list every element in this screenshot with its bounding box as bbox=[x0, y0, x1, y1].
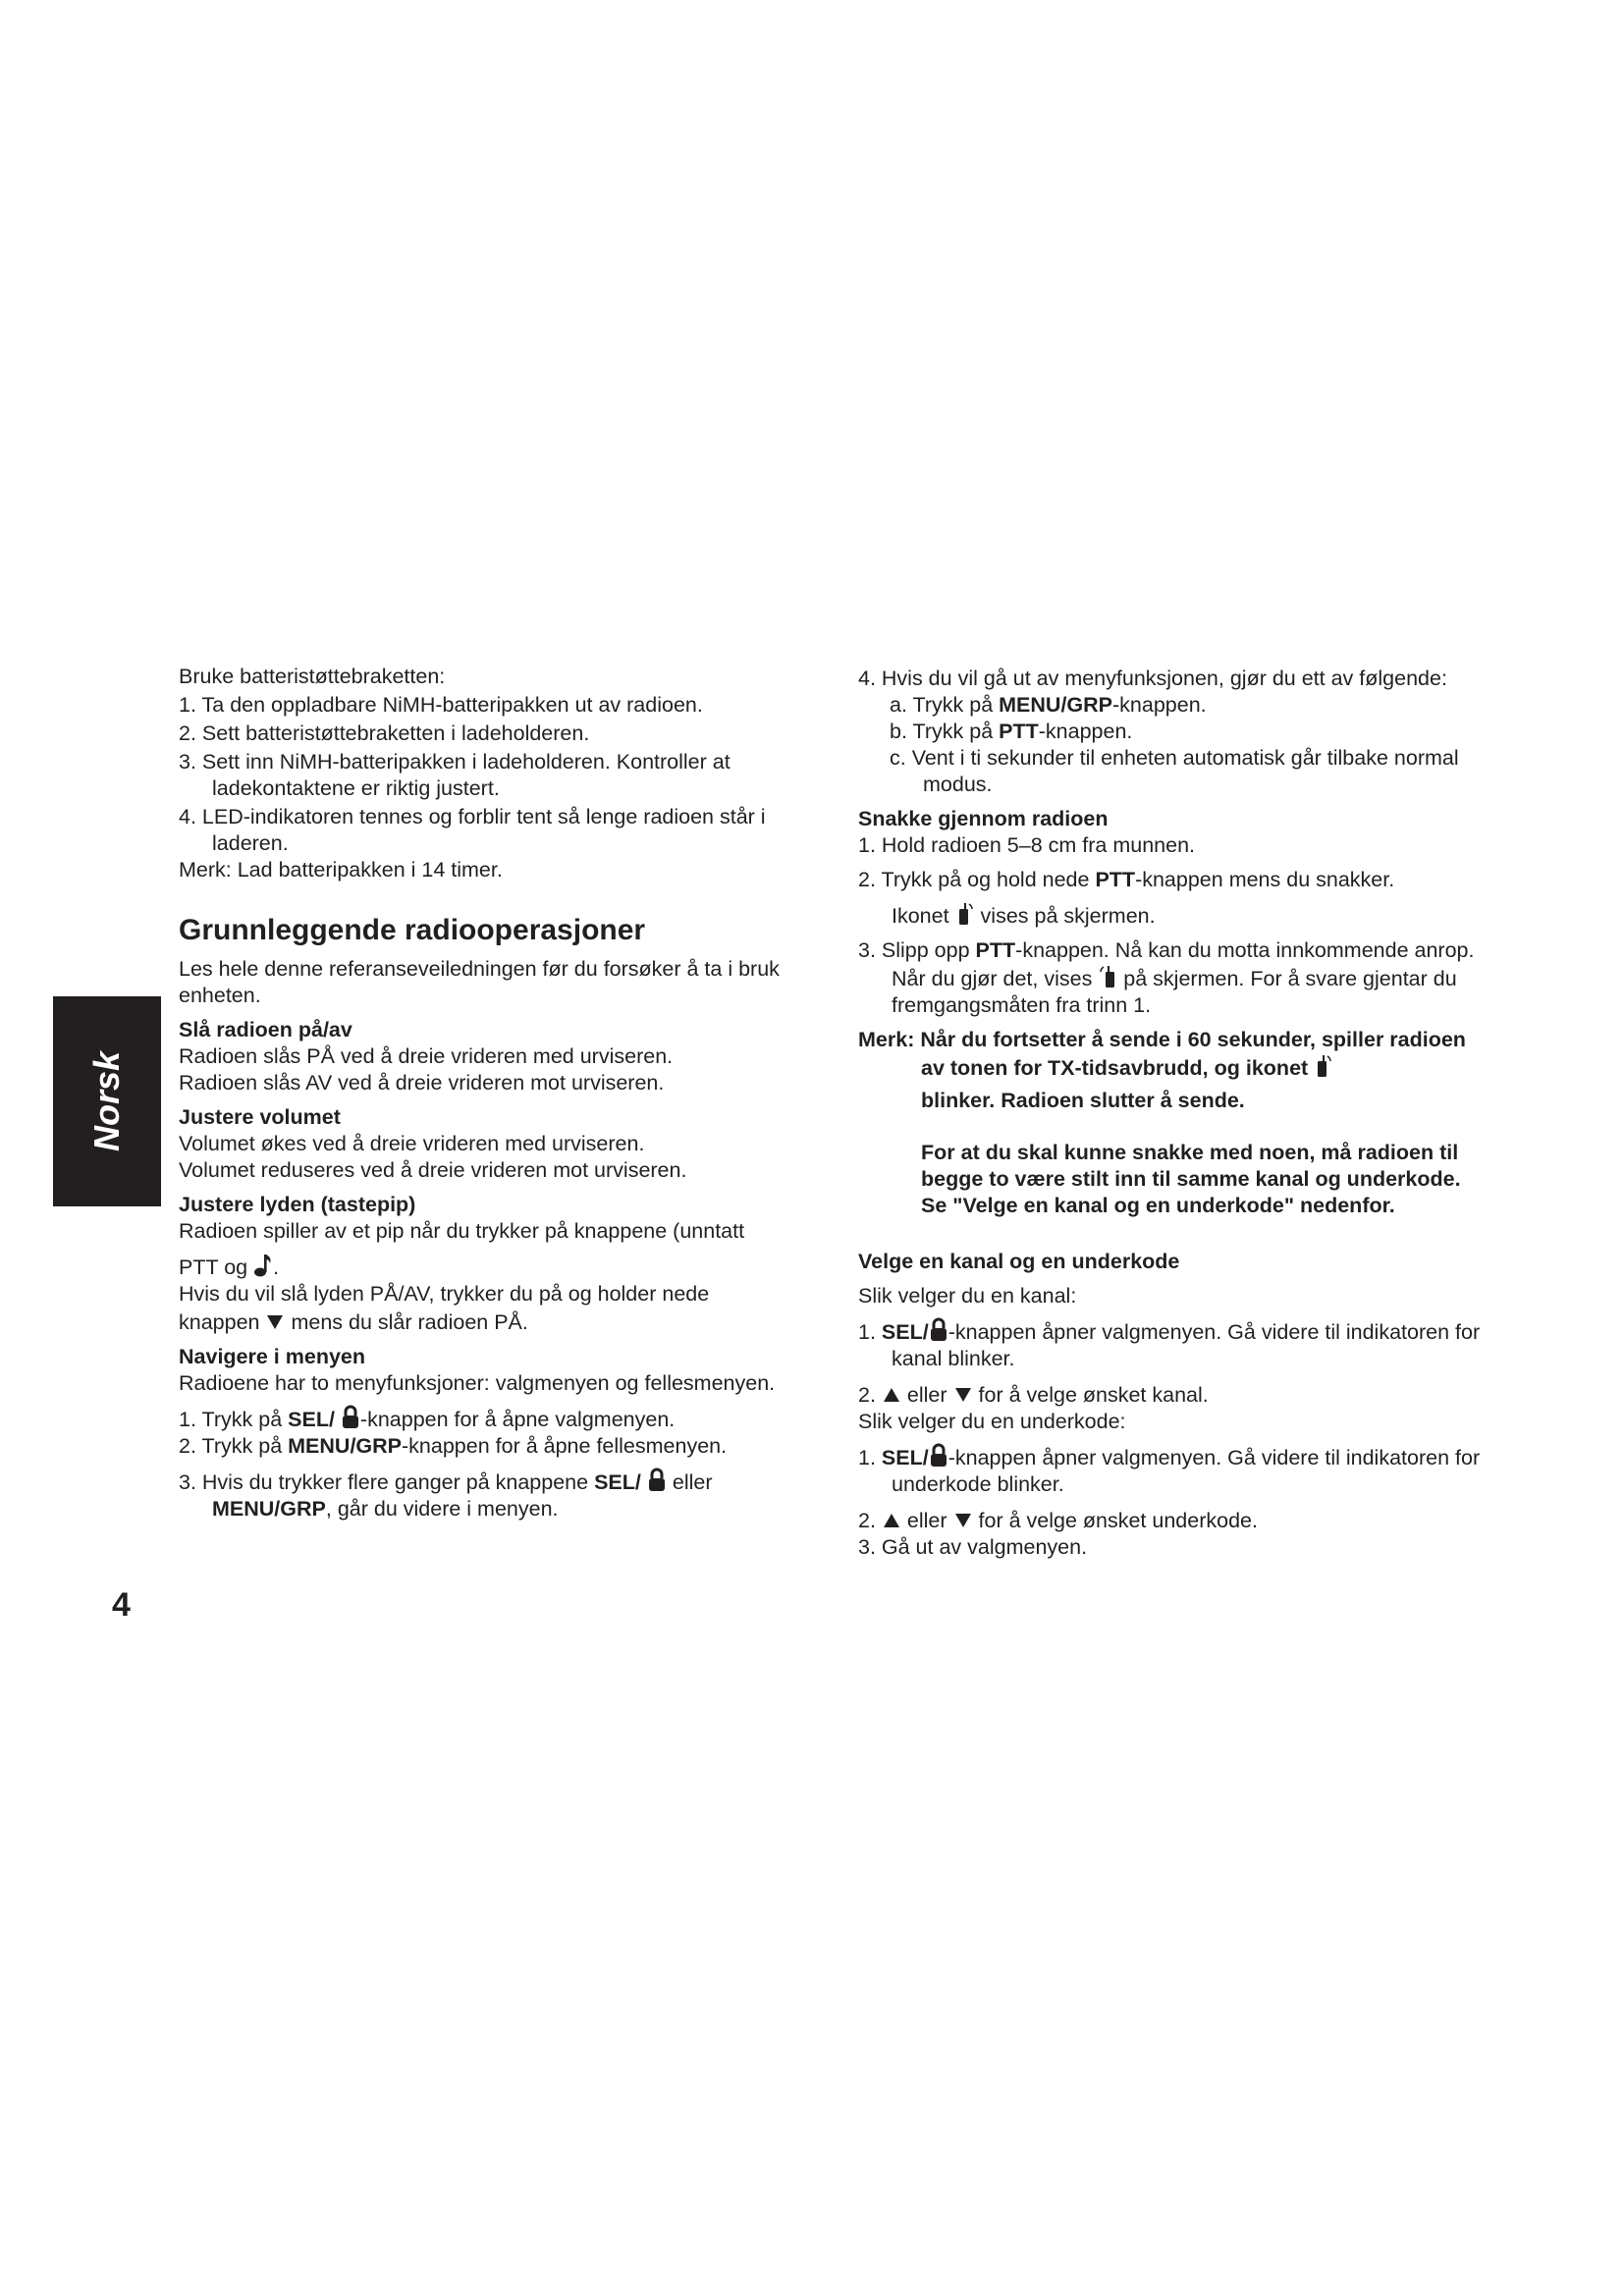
channel-heading: Velge en kanal og en underkode bbox=[858, 1250, 1180, 1273]
talk-step-2-icon-line: Ikonet vises på skjermen. bbox=[858, 901, 1487, 930]
down-arrow-icon bbox=[953, 1380, 973, 1406]
tone-heading: Justere lyden (tastepip) bbox=[179, 1193, 416, 1216]
up-arrow-icon bbox=[882, 1380, 901, 1406]
support-step: 1. Ta den oppladbare NiMH-batteripakken ut av radioen. bbox=[179, 693, 703, 717]
subcode-intro: Slik velger du en underkode: bbox=[858, 1410, 1126, 1433]
menu-step-3: 3. Hvis du trykker flere ganger på knappene SEL/ eller MENU/GRP, går du videre i menyen. bbox=[179, 1468, 787, 1522]
subcode-step-2: 2. eller for å velge ønsket underkode. bbox=[858, 1506, 1487, 1534]
section-intro: Les hele denne referanseveiledningen før du forsøker å ta i bruk enheten. bbox=[179, 957, 780, 1007]
right-column bbox=[858, 664, 1487, 1561]
exit-intro: 4. Hvis du vil gå ut av menyfunksjonen, gjør du ett av følgende: bbox=[858, 667, 1447, 690]
support-step: 3. Sett inn NiMH-batteripakken i ladeholderen. Kontroller at ladekontaktene er riktig justert. bbox=[179, 750, 731, 800]
subcode-step-1: 1. SEL/ -knappen åpner valgmenyen. Gå videre til indikatoren for underkode blinker. bbox=[858, 1443, 1487, 1498]
support-step: 2. Sett batteristøttebraketten i ladeholderen. bbox=[179, 721, 590, 745]
transmit-note: Merk: Når du fortsetter å sende i 60 sekunder, spiller radioen av tonen for TX-tidsavbrudd, og ikonet bbox=[858, 1028, 1466, 1080]
section-title: Grunnleggende radiooperasjoner bbox=[179, 914, 646, 946]
page-number: 4 bbox=[112, 1586, 131, 1624]
down-arrow-icon bbox=[953, 1506, 973, 1531]
transmit-note-end: blinker. Radioen slutter å sende. bbox=[921, 1089, 1245, 1112]
music-note-icon bbox=[253, 1253, 273, 1278]
channel-match-note: For at du skal kunne snakke med noen, må radioen til begge to være stilt inn til samme kanal og underkode. Se "Velge en kanal og en underkode" nedenfor. bbox=[921, 1141, 1461, 1217]
tone-text-line-3: Hvis du vil slå lyden PÅ/AV, trykker du på og holder nede knappen mens du slår radioen PÅ. bbox=[179, 1282, 710, 1334]
talk-step-2: 2. Trykk på og hold nede PTT-knappen mens du snakker. bbox=[858, 868, 1395, 891]
menu-step-2: 2. Trykk på MENU/GRP-knappen for å åpne fellesmenyen. bbox=[179, 1434, 728, 1458]
subcode-step-3: 3. Gå ut av valgmenyen. bbox=[858, 1535, 1088, 1559]
power-on-text: Radioen slås PÅ ved å dreie vrideren med urviseren. bbox=[179, 1044, 674, 1068]
talk-step-1: 1. Hold radioen 5–8 cm fra munnen. bbox=[858, 833, 1196, 857]
receive-icon bbox=[1098, 964, 1117, 989]
tone-text: Radioen spiller av et pip når du trykker på knappene (unntatt bbox=[179, 1219, 745, 1243]
exit-option-c: c. Vent i ti sekunder til enheten automatisk går tilbake normal modus. bbox=[890, 746, 1459, 796]
menu-heading: Navigere i menyen bbox=[179, 1345, 366, 1368]
support-intro: Bruke batteristøttebraketten: bbox=[179, 665, 446, 688]
lock-icon bbox=[929, 1317, 948, 1343]
talk-heading: Snakke gjennom radioen bbox=[858, 807, 1109, 830]
up-arrow-icon bbox=[882, 1506, 901, 1531]
transmit-icon bbox=[1314, 1053, 1333, 1079]
lock-icon bbox=[929, 1443, 948, 1468]
menu-step-1: 1. Trykk på SEL/ -knappen for å åpne valgmenyen. bbox=[179, 1405, 787, 1433]
exit-option-a: a. Trykk på MENU/GRP-knappen. bbox=[890, 693, 1207, 717]
tone-text-line-2: PTT og . bbox=[179, 1253, 787, 1281]
power-heading: Slå radioen på/av bbox=[179, 1018, 352, 1041]
channel-intro: Slik velger du en kanal: bbox=[858, 1284, 1077, 1308]
channel-step-1: 1. SEL/ -knappen åpner valgmenyen. Gå videre til indikatoren for kanal blinker. bbox=[858, 1317, 1487, 1372]
talk-step-3: 3. Slipp opp PTT-knappen. Nå kan du motta innkommende anrop. Når du gjør det, vises på skjermen. For å svare gjentar du fremgangsmåten fra trinn 1. bbox=[858, 938, 1475, 1017]
left-column bbox=[179, 664, 787, 1522]
language-label: Norsk bbox=[86, 1050, 127, 1152]
support-note: Merk: Lad batteripakken i 14 timer. bbox=[179, 858, 503, 881]
lock-icon bbox=[341, 1405, 360, 1430]
language-side-tab bbox=[53, 996, 161, 1206]
transmit-icon bbox=[955, 901, 975, 927]
volume-up-text: Volumet økes ved å dreie vrideren med urviseren. bbox=[179, 1132, 645, 1155]
lock-icon bbox=[647, 1468, 667, 1493]
menu-intro: Radioene har to menyfunksjoner: valgmenyen og fellesmenyen. bbox=[179, 1371, 776, 1395]
exit-option-b: b. Trykk på PTT-knappen. bbox=[890, 720, 1133, 743]
power-off-text: Radioen slås AV ved å dreie vrideren mot urviseren. bbox=[179, 1071, 665, 1095]
volume-heading: Justere volumet bbox=[179, 1105, 341, 1129]
volume-down-text: Volumet reduseres ved å dreie vrideren mot urviseren. bbox=[179, 1158, 687, 1182]
support-step: 4. LED-indikatoren tennes og forblir tent så lenge radioen står i laderen. bbox=[179, 805, 766, 855]
channel-step-2: 2. eller for å velge ønsket kanal. bbox=[858, 1380, 1487, 1409]
down-arrow-icon bbox=[265, 1308, 285, 1333]
